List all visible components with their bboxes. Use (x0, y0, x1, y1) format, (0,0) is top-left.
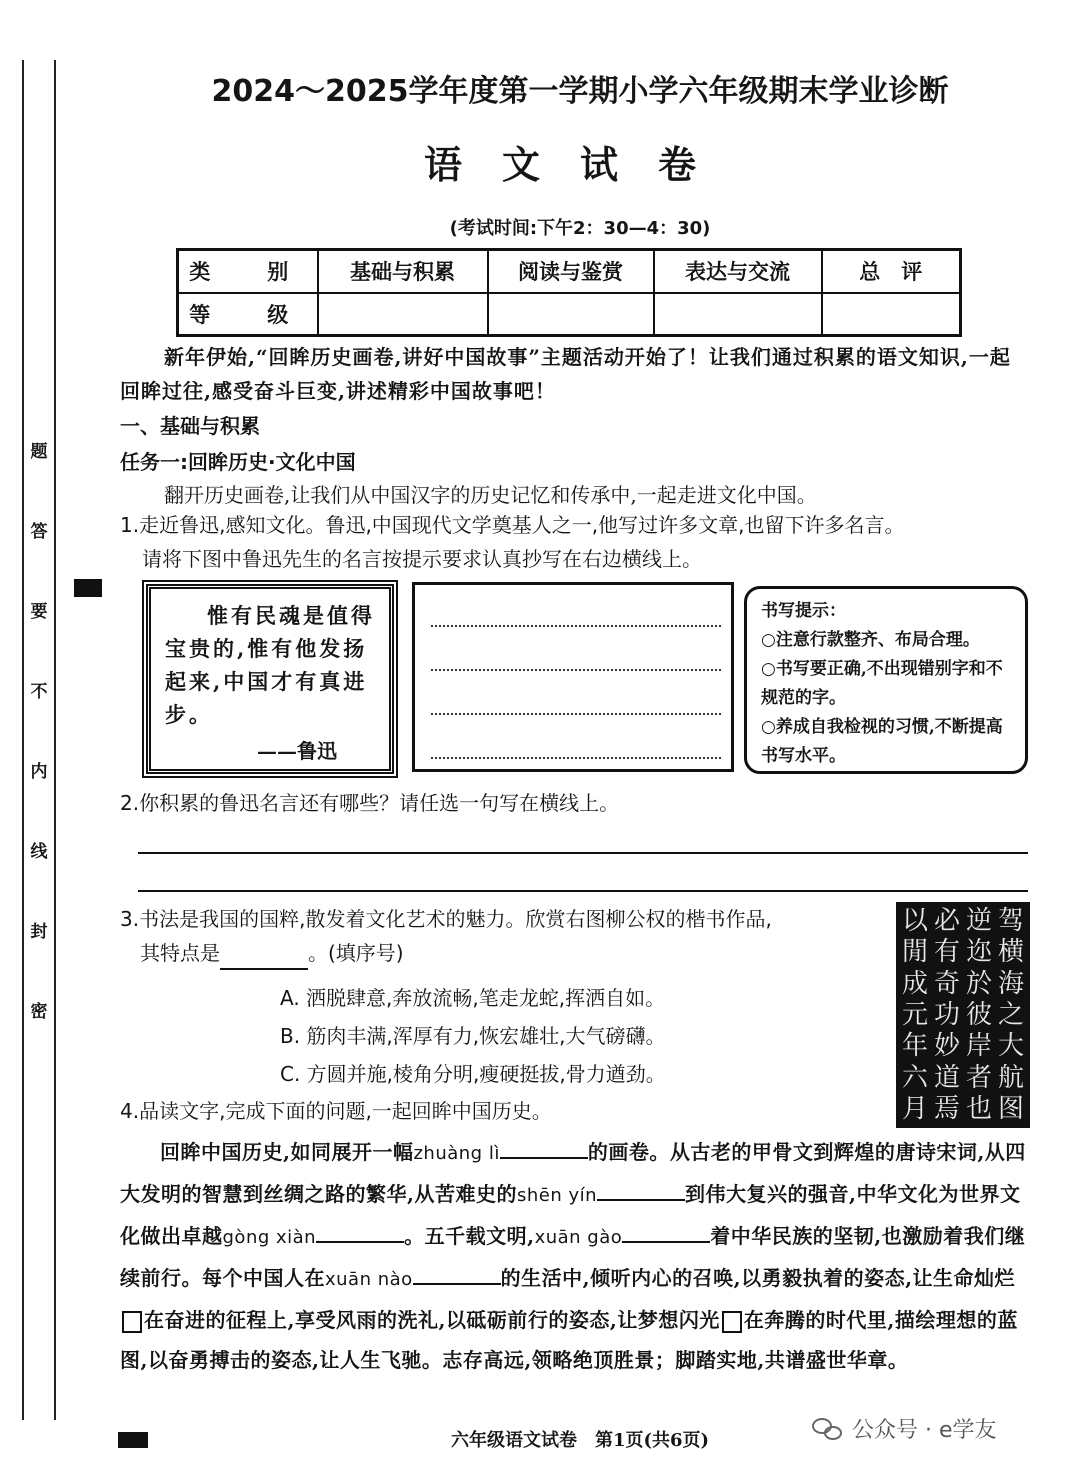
hint-item: ○养成自我检视的习惯,不断提高书写水平。 (761, 717, 1003, 766)
reading-passage (120, 1132, 1032, 1380)
calligraphy-char: 航 (997, 1062, 1024, 1093)
dotted-writing-line[interactable] (431, 669, 721, 671)
binding-char: 密 (30, 1002, 48, 1022)
question-text: 3.书法是我国的国粹,散发着文化艺术的魅力。欣赏右图柳公权的楷书作品, (120, 907, 772, 931)
calligraphy-char: 驾 (997, 906, 1024, 936)
dotted-writing-line[interactable] (431, 757, 721, 759)
pinyin-answer-blank[interactable] (413, 1263, 501, 1285)
option-c: C. 方圆并施,棱角分明,瘦硬挺拔,骨力遒劲。 (280, 1062, 666, 1086)
punctuation-answer-box[interactable] (122, 1311, 142, 1333)
calligraphy-char: 也 (965, 1093, 992, 1124)
table-row (178, 293, 961, 336)
option-a: A. 洒脱肆意,奔放流畅,笔走龙蛇,挥洒自如。 (280, 986, 666, 1010)
binding-char: 内 (30, 762, 48, 782)
passage-text: 的画卷。从古老的甲骨文到辉煌的唐诗宋词,从四大发明的智慧到丝绸之路的繁华,从苦难史的 (120, 1140, 1026, 1206)
quote-text: 惟有民魂是值得宝贵的,惟有他发扬起来,中国才有真进步。 (165, 603, 375, 727)
punctuation-answer-box[interactable] (722, 1311, 742, 1333)
wechat-icon (812, 1416, 844, 1442)
calligraphy-column (900, 906, 930, 1124)
pinyin-answer-blank[interactable] (622, 1221, 710, 1243)
calligraphy-char: 图 (997, 1093, 1024, 1124)
quote-box (146, 584, 394, 774)
question-1 (120, 508, 1040, 576)
exam-time: (考试时间:下午2：30—4：30) (449, 218, 711, 239)
question-3 (120, 902, 890, 970)
grade-input-cell[interactable] (822, 293, 961, 336)
exam-subtitle: 语文试卷 (423, 143, 736, 187)
calligraphy-char: 成 (901, 968, 928, 999)
calligraphy-char: 迩 (965, 937, 992, 968)
answer-blank[interactable] (220, 946, 308, 970)
calligraphy-char: 元 (901, 999, 928, 1030)
calligraphy-char: 道 (933, 1062, 960, 1093)
calligraphy-char: 大 (997, 1031, 1024, 1062)
copy-writing-area[interactable] (412, 582, 734, 772)
calligraphy-char: 逆 (965, 906, 992, 936)
passage-text: 着中华民族的坚韧,也激励着我们继续前行。每个中国人在 (120, 1224, 1026, 1290)
pinyin-prompt: xuān nào (325, 1269, 413, 1290)
passage-text: 。五千载文明, (404, 1224, 535, 1248)
calligraphy-char: 於 (965, 968, 992, 999)
registration-mark (74, 579, 102, 597)
table-cell: 基础与积累 (318, 250, 488, 293)
binding-char: 题 (30, 442, 48, 462)
table-cell: 等 级 (178, 293, 318, 336)
pinyin-prompt: zhuàng lì (413, 1143, 500, 1164)
calligraphy-char: 焉 (933, 1093, 960, 1124)
calligraphy-char: 有 (933, 937, 960, 968)
grade-input-cell[interactable] (318, 293, 488, 336)
quote-author: ——鲁迅 (257, 739, 337, 763)
passage-text: 到伟大复兴的强音,中华文化为世界文化做出卓越 (120, 1182, 1021, 1248)
question-text: 。(填序号) (308, 941, 404, 965)
table-cell: 表达与交流 (654, 250, 822, 293)
watermark (812, 1413, 997, 1444)
calligraphy-char: 岸 (965, 1031, 992, 1062)
task-intro: 翻开历史画卷,让我们从中国汉字的历史记忆和传承中,一起走进文化中国。 (164, 483, 817, 507)
calligraphy-column (964, 906, 994, 1124)
passage-text: 在奔腾的时代里,描绘理想的蓝图,以奋勇搏击的姿态,让人生飞驰。志存高远,领略绝顶胜景；脚踏实地,共谱盛世华章。 (120, 1308, 1018, 1372)
calligraphy-char: 以 (901, 906, 928, 936)
calligraphy-char: 功 (933, 999, 960, 1030)
pinyin-prompt: gòng xiàn (222, 1227, 317, 1248)
question-text: 请将下图中鲁迅先生的名言按提示要求认真抄写在右边横线上。 (142, 547, 702, 571)
question-text: 1.走近鲁迅,感知文化。鲁迅,中国现代文学奠基人之一,他写过许多文章,也留下许多名言。 (120, 513, 905, 537)
calligraphy-char: 之 (997, 999, 1024, 1030)
calligraphy-char: 奇 (933, 968, 960, 999)
grade-table (176, 248, 962, 337)
pinyin-answer-blank[interactable] (500, 1137, 588, 1159)
table-cell: 阅读与鉴赏 (488, 250, 654, 293)
dotted-writing-line[interactable] (431, 713, 721, 715)
hint-item: ○书写要正确,不出现错别字和不规范的字。 (761, 659, 1003, 708)
calligraphy-char: 横 (997, 937, 1024, 968)
binding-char: 线 (30, 842, 48, 862)
watermark-text: 公众号 · e学友 (852, 1418, 997, 1443)
calligraphy-char: 妙 (933, 1031, 960, 1062)
binding-char: 答 (30, 522, 48, 542)
pinyin-prompt: xuān gào (534, 1227, 623, 1248)
question-text-line2 (120, 936, 890, 970)
binding-char: 不 (30, 682, 48, 702)
calligraphy-char: 者 (965, 1062, 992, 1093)
calligraphy-char: 年 (901, 1031, 928, 1062)
page-footer: 六年级语文试卷 第1页(共6页) (450, 1430, 710, 1451)
calligraphy-column (996, 906, 1026, 1124)
passage-text: 的生活中,倾听内心的召唤,以勇毅执着的姿态,让生命灿烂 (500, 1266, 1016, 1290)
dotted-writing-line[interactable] (431, 625, 721, 627)
binding-warning (28, 440, 50, 1024)
intro-paragraph: 新年伊始,“回眸历史画卷,讲好中国故事”主题活动开始了！让我们通过积累的语文知识,一起回眸过往,感受奋斗巨变,讲述精彩中国故事吧！ (120, 345, 1011, 403)
calligraphy-char: 六 (901, 1062, 928, 1093)
table-cell: 类 别 (178, 250, 318, 293)
writing-hint-box (744, 586, 1028, 774)
hint-item: ○注意行款整齐、布局合理。 (761, 630, 980, 650)
calligraphy-image (896, 902, 1030, 1128)
calligraphy-char: 彼 (965, 999, 992, 1030)
grade-input-cell[interactable] (654, 293, 822, 336)
passage-text: 回眸中国历史,如同展开一幅 (160, 1140, 414, 1164)
answer-line[interactable] (138, 852, 1028, 854)
passage-text: 在奋进的征程上,享受风雨的洗礼,以砥砺前行的姿态,让梦想闪光 (144, 1308, 720, 1332)
question-text: 其特点是 (140, 941, 220, 965)
binding-char: 要 (30, 602, 48, 622)
exam-title: 2024～2025学年度第一学期小学六年级期末学业诊断 (211, 74, 949, 109)
task-heading: 任务一:回眸历史·文化中国 (120, 450, 356, 474)
table-row (178, 250, 961, 293)
calligraphy-char: 月 (901, 1093, 928, 1124)
question-4: 4.品读文字,完成下面的问题,一起回眸中国历史。 (120, 1099, 552, 1123)
calligraphy-column (932, 906, 962, 1124)
binding-line-outer (22, 60, 24, 1420)
section-heading: 一、基础与积累 (120, 414, 260, 438)
table-cell: 总 评 (822, 250, 961, 293)
pinyin-answer-blank[interactable] (316, 1221, 404, 1243)
binding-char: 封 (30, 922, 48, 942)
calligraphy-char: 海 (997, 968, 1024, 999)
binding-line-inner (54, 60, 56, 1420)
question-2: 2.你积累的鲁迅名言还有哪些？请任选一句写在横线上。 (120, 791, 620, 815)
option-b: B. 筋肉丰满,浑厚有力,恢宏雄壮,大气磅礴。 (280, 1024, 666, 1048)
calligraphy-char: 閒 (901, 937, 928, 968)
pinyin-prompt: shēn yín (516, 1185, 598, 1206)
calligraphy-char: 必 (933, 906, 960, 936)
answer-line[interactable] (138, 890, 1028, 892)
hint-title: 书写提示： (761, 601, 846, 621)
pinyin-answer-blank[interactable] (597, 1179, 685, 1201)
grade-input-cell[interactable] (488, 293, 654, 336)
